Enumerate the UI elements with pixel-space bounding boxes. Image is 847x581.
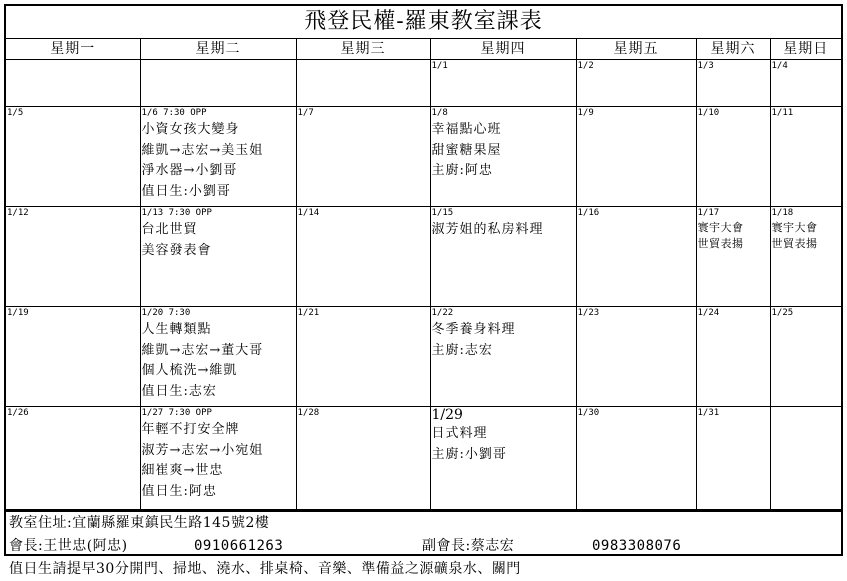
event-line: 個人梳洗→維凱 (141, 363, 238, 378)
day-cell (576, 207, 696, 307)
day-date: 1/27 7:30 OPP (141, 408, 212, 418)
day-cell (140, 407, 296, 510)
week-row (6, 60, 841, 107)
week-row (6, 307, 841, 407)
day-date: 1/2 (577, 61, 594, 71)
day-date: 1/21 (297, 308, 320, 318)
event-line: 世貿表揚 (771, 237, 818, 250)
day-date: 1/1 (431, 61, 448, 71)
day-date: 1/12 (7, 208, 29, 218)
event-line: 幸福點心班 (431, 122, 502, 137)
schedule-table (6, 39, 841, 510)
weekday-header: 星期二 (140, 39, 296, 60)
event-line: 年輕不打安全牌 (141, 422, 240, 437)
week-row (6, 407, 841, 510)
day-date: 1/25 (771, 308, 794, 318)
day-cell (696, 207, 770, 307)
day-date: 1/18 (771, 208, 794, 218)
day-date: 1/8 (431, 108, 448, 118)
event-line: 小資女孩大變身 (141, 122, 240, 137)
day-cell (140, 207, 296, 307)
event-line: 寰宇大會 (771, 221, 818, 234)
event-line: 主廚:志宏 (431, 342, 493, 358)
day-date: 1/20 7:30 (141, 308, 191, 318)
vice-president-phone: 0983308076 (592, 538, 682, 554)
event-line: 主廚:阿忠 (431, 163, 493, 178)
day-cell (6, 107, 140, 207)
president-label: 會長:王世忠(阿忠) (9, 538, 128, 554)
day-cell (296, 207, 430, 307)
day-cell (430, 207, 576, 307)
day-cell (770, 107, 841, 207)
day-date: 1/19 (7, 308, 29, 318)
event-line: 美容發表會 (141, 242, 212, 258)
day-date: 1/26 (7, 408, 29, 418)
day-cell (296, 60, 430, 107)
day-cell (296, 107, 430, 207)
event-line: 人生轉類點 (141, 322, 212, 337)
footer (6, 510, 841, 581)
weekday-header: 星期五 (576, 39, 696, 60)
day-cell (770, 60, 841, 107)
week-row (6, 207, 841, 307)
event-line: 日式料理 (431, 426, 488, 441)
day-date: 1/10 (697, 108, 720, 118)
day-date: 1/31 (697, 408, 720, 418)
day-cell (6, 207, 140, 307)
day-date: 1/16 (577, 208, 600, 218)
day-date: 1/4 (771, 61, 788, 71)
schedule-title: 飛登民權-羅東教室課表 (6, 6, 841, 39)
weekday-header: 星期一 (6, 39, 140, 60)
day-cell (770, 407, 841, 510)
day-cell (6, 307, 140, 407)
day-date: 1/5 (7, 108, 24, 118)
day-date: 1/14 (297, 208, 320, 218)
day-date: 1/30 (577, 408, 600, 418)
day-cell (770, 207, 841, 307)
day-date: 1/15 (431, 208, 454, 218)
day-cell (140, 60, 296, 107)
event-line: 寰宇大會 (697, 221, 744, 234)
weekday-header: 星期日 (770, 39, 841, 60)
event-line: 冬季養身料理 (431, 322, 516, 337)
event-line: 甜蜜糖果屋 (431, 142, 502, 158)
day-date: 1/6 7:30 OPP (141, 108, 207, 118)
day-date: 1/9 (577, 108, 594, 118)
day-date: 1/24 (697, 308, 720, 318)
day-cell (140, 107, 296, 207)
weeks-body (6, 60, 841, 510)
schedule-sheet (4, 4, 843, 577)
day-date: 1/17 (697, 208, 720, 218)
duty-note: 值日生請提早30分開門、掃地、澆水、排桌椅、音樂、準備益之源礦泉水、關門 (9, 561, 521, 577)
day-cell (140, 307, 296, 407)
day-date: 1/23 (577, 308, 600, 318)
day-cell (6, 407, 140, 510)
day-cell (696, 407, 770, 510)
day-date: 1/11 (771, 108, 794, 118)
weekday-header: 星期三 (296, 39, 430, 60)
day-cell (296, 307, 430, 407)
day-cell (6, 60, 140, 107)
day-cell (430, 407, 576, 510)
day-cell (576, 60, 696, 107)
classroom-address: 教室住址:宜蘭縣羅東鎮民生路145號2樓 (9, 515, 270, 531)
event-line: 值日生:阿忠 (141, 483, 217, 499)
day-date: 1/13 7:30 OPP (141, 208, 212, 218)
event-line: 淑芳→志宏→小宛姐 (141, 442, 264, 458)
day-cell (576, 307, 696, 407)
address-row (6, 512, 841, 535)
weekday-header-row (6, 39, 841, 60)
day-cell (430, 307, 576, 407)
day-cell (430, 107, 576, 207)
weekday-header: 星期六 (696, 39, 770, 60)
day-cell (696, 107, 770, 207)
day-date: 1/29 (431, 407, 463, 423)
weekday-header: 星期四 (430, 39, 576, 60)
event-line: 維凱→志宏→董大哥 (141, 342, 264, 358)
day-date: 1/3 (697, 61, 714, 71)
day-date: 1/7 (297, 108, 314, 118)
day-cell (576, 107, 696, 207)
week-row (6, 107, 841, 207)
day-cell (770, 307, 841, 407)
president-phone: 0910661263 (194, 538, 284, 554)
vice-president-label: 副會長:蔡志宏 (422, 538, 515, 554)
event-line: 值日生:志宏 (141, 383, 217, 399)
day-date: 1/22 (431, 308, 454, 318)
duty-note-row (6, 558, 841, 581)
day-date: 1/28 (297, 408, 320, 418)
day-cell (576, 407, 696, 510)
day-cell (696, 307, 770, 407)
day-cell (696, 60, 770, 107)
event-line: 台北世貿 (141, 222, 198, 237)
event-line: 主廚:小劉哥 (431, 446, 507, 462)
event-line: 維凱→志宏→美玉姐 (141, 142, 264, 158)
day-cell (430, 60, 576, 107)
event-line: 細崔爽→世忠 (141, 463, 224, 478)
day-cell (296, 407, 430, 510)
event-line: 淨水器→小劉哥 (141, 163, 238, 178)
event-line: 世貿表揚 (697, 237, 744, 250)
event-line: 值日生:小劉哥 (141, 183, 231, 199)
contacts-row (6, 535, 841, 558)
event-line: 淑芳姐的私房料理 (431, 222, 544, 237)
